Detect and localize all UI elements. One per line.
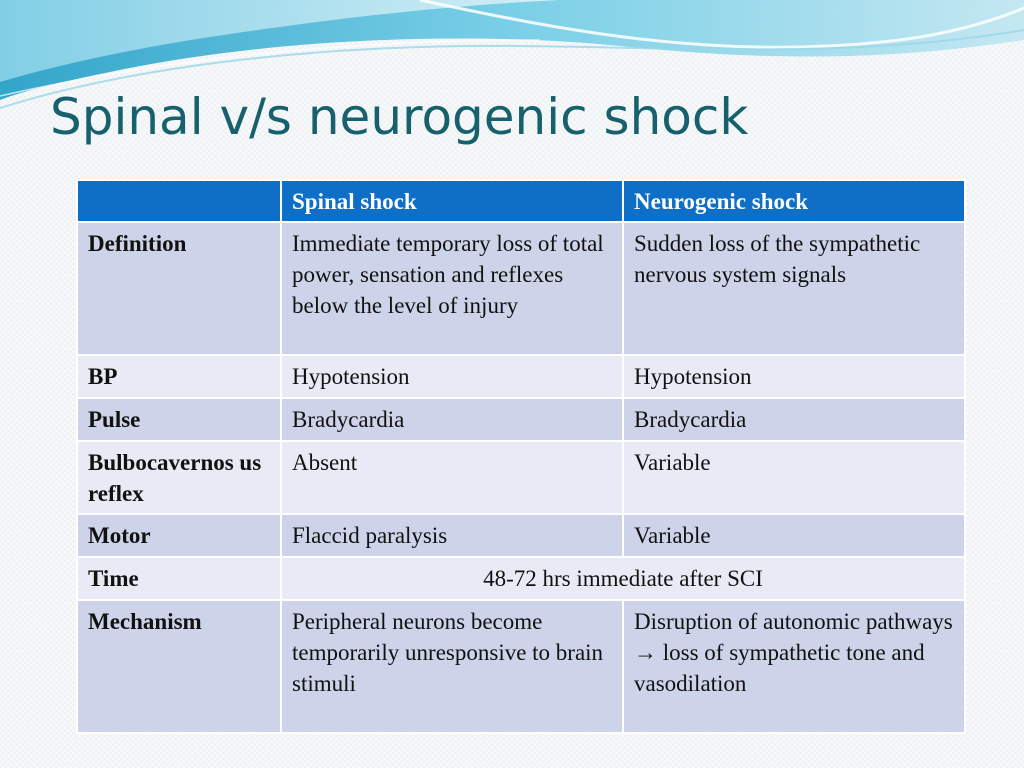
cell-neurogenic-motor: Variable bbox=[623, 514, 965, 557]
slide-title: Spinal v/s neurogenic shock bbox=[50, 88, 749, 146]
header-corner-cell bbox=[77, 180, 281, 222]
cell-spinal-bp: Hypotension bbox=[281, 355, 623, 398]
table-row bbox=[77, 557, 965, 600]
row-label-definition: Definition bbox=[77, 222, 281, 355]
cell-neurogenic-bp: Hypotension bbox=[623, 355, 965, 398]
row-label-time: Time bbox=[77, 557, 281, 600]
cell-spinal-definition: Immediate temporary loss of total power, sensation and reflexes below the level of injury bbox=[281, 222, 623, 355]
table-header-row bbox=[77, 180, 965, 222]
cell-neurogenic-definition: Sudden loss of the sympathetic nervous system signals bbox=[623, 222, 965, 355]
row-label-bulbocavernosus-reflex: Bulbocavernos us reflex bbox=[77, 441, 281, 514]
cell-time-merged: 48-72 hrs immediate after SCI bbox=[281, 557, 965, 600]
header-neurogenic-shock: Neurogenic shock bbox=[623, 180, 965, 222]
table-row bbox=[77, 514, 965, 557]
row-label-pulse: Pulse bbox=[77, 398, 281, 441]
cell-neurogenic-pulse: Bradycardia bbox=[623, 398, 965, 441]
table-row bbox=[77, 398, 965, 441]
row-label-bp: BP bbox=[77, 355, 281, 398]
table-row bbox=[77, 355, 965, 398]
cell-neurogenic-bulbocavernosus-reflex: Variable bbox=[623, 441, 965, 514]
cell-spinal-mechanism: Peripheral neurons become temporarily unresponsive to brain stimuli bbox=[281, 600, 623, 733]
cell-spinal-motor: Flaccid paralysis bbox=[281, 514, 623, 557]
table-row bbox=[77, 441, 965, 514]
table-row bbox=[77, 222, 965, 355]
table-row bbox=[77, 600, 965, 733]
row-label-mechanism: Mechanism bbox=[77, 600, 281, 733]
cell-spinal-pulse: Bradycardia bbox=[281, 398, 623, 441]
comparison-table bbox=[76, 179, 966, 734]
cell-neurogenic-mechanism: Disruption of autonomic pathways → loss of sympathetic tone and vasodilation bbox=[623, 600, 965, 733]
row-label-motor: Motor bbox=[77, 514, 281, 557]
header-spinal-shock: Spinal shock bbox=[281, 180, 623, 222]
cell-spinal-bulbocavernosus-reflex: Absent bbox=[281, 441, 623, 514]
